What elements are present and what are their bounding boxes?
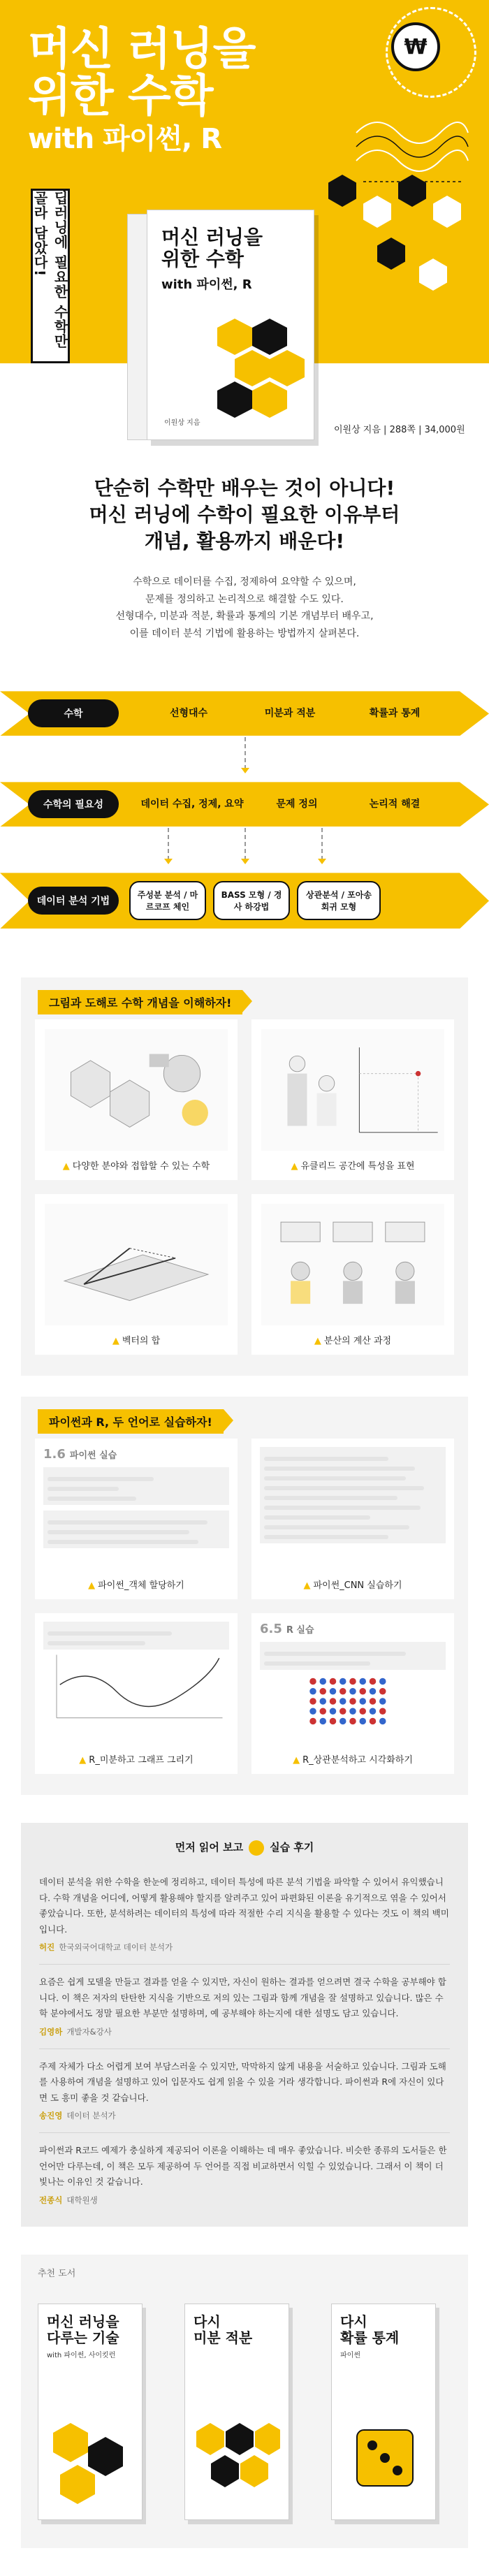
hero-title-line1: 머신 러닝을 <box>28 24 256 75</box>
book-title: 다시 미분 적분 <box>194 2313 253 2346</box>
book-cover-art <box>50 2416 133 2507</box>
code-block <box>43 1511 229 1548</box>
recommended-book-1[interactable] <box>38 2304 143 2520</box>
book-cover-art <box>196 2416 280 2507</box>
flow-connector <box>245 737 246 769</box>
figure-card <box>35 1194 238 1355</box>
recommended-book-2[interactable] <box>184 2304 289 2520</box>
code-block <box>260 1447 446 1543</box>
book-subtitle: 파이썬 <box>340 2351 360 2359</box>
arrow-down-icon <box>241 768 249 773</box>
variance-illustration <box>261 1204 444 1325</box>
flow-item-data-collection: 데이터 수집, 정제, 요약 <box>140 799 244 810</box>
hero-title <box>28 24 256 156</box>
flow-lead-techniques: 데이터 분석 기법 <box>28 887 119 915</box>
review-text: 주제 자체가 다소 어렵게 보여 부담스러울 수 있지만, 막막하지 않게 내용을 서술하고 있습니다. 그림과 도해를 사용하여 개념을 설명하고 있어 입문자도 쉽게 읽을 수 있을 거라 생각합니다. 파이썬과 R에 자신이 있다면 도 흥미 좋을 것 같습니다. <box>39 2060 446 2103</box>
euclidean-space-illustration <box>261 1029 444 1151</box>
flow-connector <box>321 828 323 860</box>
book-subtitle: with 파이썬, 사이킷런 <box>47 2351 116 2359</box>
math-fields-illustration <box>45 1029 228 1151</box>
review-item <box>39 1974 450 2037</box>
figures-section <box>21 977 468 1376</box>
flow-connector <box>245 828 246 860</box>
reader-reviews <box>21 1823 468 2227</box>
reviewer: 송진영 데이터 분석가 <box>39 2111 116 2121</box>
book-meta: 이원상 지음 | 288쪽 | 34,000원 <box>334 425 465 435</box>
correlation-plot-illustration <box>260 1670 446 1733</box>
practice-section <box>21 1397 468 1795</box>
divider <box>39 2132 450 2133</box>
review-item <box>39 1875 450 1953</box>
concept-flow-diagram <box>0 677 489 956</box>
code-screenshot-card <box>35 1439 238 1599</box>
book-spine <box>127 214 148 440</box>
book-cover <box>147 210 314 440</box>
flow-lead-math: 수학 <box>28 699 119 727</box>
book-subtitle: with 파이썬, R <box>161 277 252 292</box>
review-item <box>39 2059 450 2122</box>
figure-caption: ▲ 파이썬_객체 할당하기 <box>88 1580 184 1592</box>
review-item <box>39 2143 450 2206</box>
book-title: 머신 러닝을 다루는 기술 <box>47 2313 119 2346</box>
hexagon-decoration <box>377 238 405 270</box>
code-screenshot-card <box>251 1613 454 1774</box>
tagline-text: 딥러닝에 필요한 수학만 골라 담았다! <box>31 191 68 349</box>
figure-caption: ▲ 분산의 계산 과정 <box>314 1336 392 1347</box>
figure-card <box>251 1019 454 1180</box>
figure-caption: ▲ 파이썬_CNN 실습하기 <box>303 1580 402 1592</box>
review-text: 요즘은 쉽게 모델을 만들고 결과를 얻을 수 있지만, 자신이 원하는 결과를 얻으려면 결국 수학을 공부해야 합니다. 이 책은 저자의 탄탄한 지식을 기반으로 저의 있는 그림과 함께 개념을 잘 설명하고 있습니다. 많은 수학 분야에서도 정말 필요한 부분만 설명하며, 예 공부해야 하는지에 대한 설명도 담고 있습니다. <box>39 1977 446 2019</box>
code-screenshot-card <box>35 1613 238 1774</box>
figure-card <box>251 1194 454 1355</box>
figure-caption: ▲ 벡터의 합 <box>112 1336 161 1347</box>
book-title: 머신 러닝을 위한 수학 <box>161 226 263 270</box>
review-text: 파이썬과 R코드 예제가 충실하게 제공되어 이론을 이해하는 데 매우 좋았습니다. 비슷한 종류의 도서들은 한 언어만 다루는데, 이 책은 모두 제공하여 두 언어를 직접 비교하면서 익힐 수 있었습니다. 그래서 이 책이 더 빛나는 이유인 것 같습니다. <box>39 2145 447 2188</box>
recommended-book-3[interactable] <box>331 2304 436 2520</box>
flow-item-problem-definition: 문제 정의 <box>276 799 318 810</box>
vector-sum-illustration <box>45 1204 228 1325</box>
badge-dot-icon <box>249 1840 264 1856</box>
arrow-down-icon <box>241 859 249 864</box>
review-text: 데이터 분석을 위한 수학을 한눈에 정리하고, 데이터 특성에 따른 분석 기법을 파악할 수 있어서 유익했습니다. 수학 개념을 어디에, 어떻게 활용해야 할지를 알려주고 있어 파편화된 이론을 유기적으로 엮을 수 있어서 좋았습니다. 또한, 분석하려는 데이터의 특성에 따라 적절한 수리 지식을 활용할 수 있다는 것도 이 책의 백미입니다. <box>39 1877 449 1935</box>
code-screenshot-card <box>251 1439 454 1599</box>
figure-caption: ▲ 유클리드 공간에 특성을 표현 <box>291 1161 415 1172</box>
code-card-heading: 6.5 R 실습 <box>260 1622 314 1637</box>
flow-item-calculus: 미분과 적분 <box>264 708 316 720</box>
figure-caption: ▲ R_상관분석하고 시각화하기 <box>293 1755 413 1766</box>
code-block <box>260 1642 446 1670</box>
flow-item-bass: BASS 모형 / 경사 하강법 <box>213 881 290 920</box>
code-block <box>43 1622 229 1650</box>
curve-plot-illustration <box>43 1650 229 1726</box>
hexagon-pattern <box>210 315 308 427</box>
review-badge: 먼저 읽어 보고 실습 후기 <box>21 1840 468 1856</box>
flow-item-logical-solution: 논리적 해결 <box>369 799 421 810</box>
tagline-ribbon <box>31 189 70 363</box>
code-block <box>43 1467 229 1505</box>
figure-card <box>35 1019 238 1180</box>
book-title: 다시 확률 통계 <box>340 2313 400 2346</box>
reviewer: 김영하 개발자&강사 <box>39 2026 112 2037</box>
dice-icon <box>343 2416 427 2507</box>
flow-connector <box>168 828 169 860</box>
reviewer: 전종식 대학원생 <box>39 2195 98 2205</box>
flow-item-correlation: 상관분석 / 포아송 회귀 모형 <box>297 881 381 920</box>
code-card-heading: 1.6 파이썬 실습 <box>43 1447 117 1462</box>
intro-headline: 단순히 수학만 배우는 것이 아니다! 머신 러닝에 수학이 필요한 이유부터 개념, 활용까지 배운다! <box>89 476 400 553</box>
arrow-down-icon <box>164 859 173 864</box>
intro-section <box>0 454 489 670</box>
section-tag: 추천 도서 <box>38 2268 76 2279</box>
coin-icon: ₩ <box>391 22 440 71</box>
section-tag: 파이썬과 R, 두 언어로 실습하자! <box>38 1409 224 1434</box>
book-author: 이원상 지음 <box>164 419 200 427</box>
flow-item-probability: 확률과 통계 <box>369 708 421 720</box>
flow-lead-necessity: 수학의 필요성 <box>28 790 119 818</box>
section-tag: 그림과 도해로 수학 개념을 이해하자! <box>38 990 242 1014</box>
hero-title-line2: 위한 수학 <box>28 71 213 123</box>
divider <box>39 1964 450 1965</box>
reviewer: 허진 한국외국어대학교 데이터 분석가 <box>39 1942 173 1953</box>
recommended-books <box>21 2255 468 2548</box>
hexagon-decoration <box>419 259 447 291</box>
hero-title-line3: with 파이썬, R <box>28 123 222 156</box>
arrow-down-icon <box>318 859 326 864</box>
flow-item-linear-algebra: 선형대수 <box>169 708 208 720</box>
intro-body: 수학으로 데이터를 수집, 정제하여 요약할 수 있으며, 문제를 정의하고 논리적으로 해결할 수도 있다. 선형대수, 미분과 적분, 확률과 통계의 기본 개념부터 배우고, 이를 데이터 분석 기법에 활용하는 방법까지 살펴본다. <box>115 576 374 639</box>
flow-item-pca: 주성분 분석 / 마르코프 체인 <box>129 881 206 920</box>
figure-caption: ▲ 다양한 분야와 접합할 수 있는 수학 <box>62 1161 210 1172</box>
figure-caption: ▲ R_미분하고 그래프 그리기 <box>79 1755 194 1766</box>
